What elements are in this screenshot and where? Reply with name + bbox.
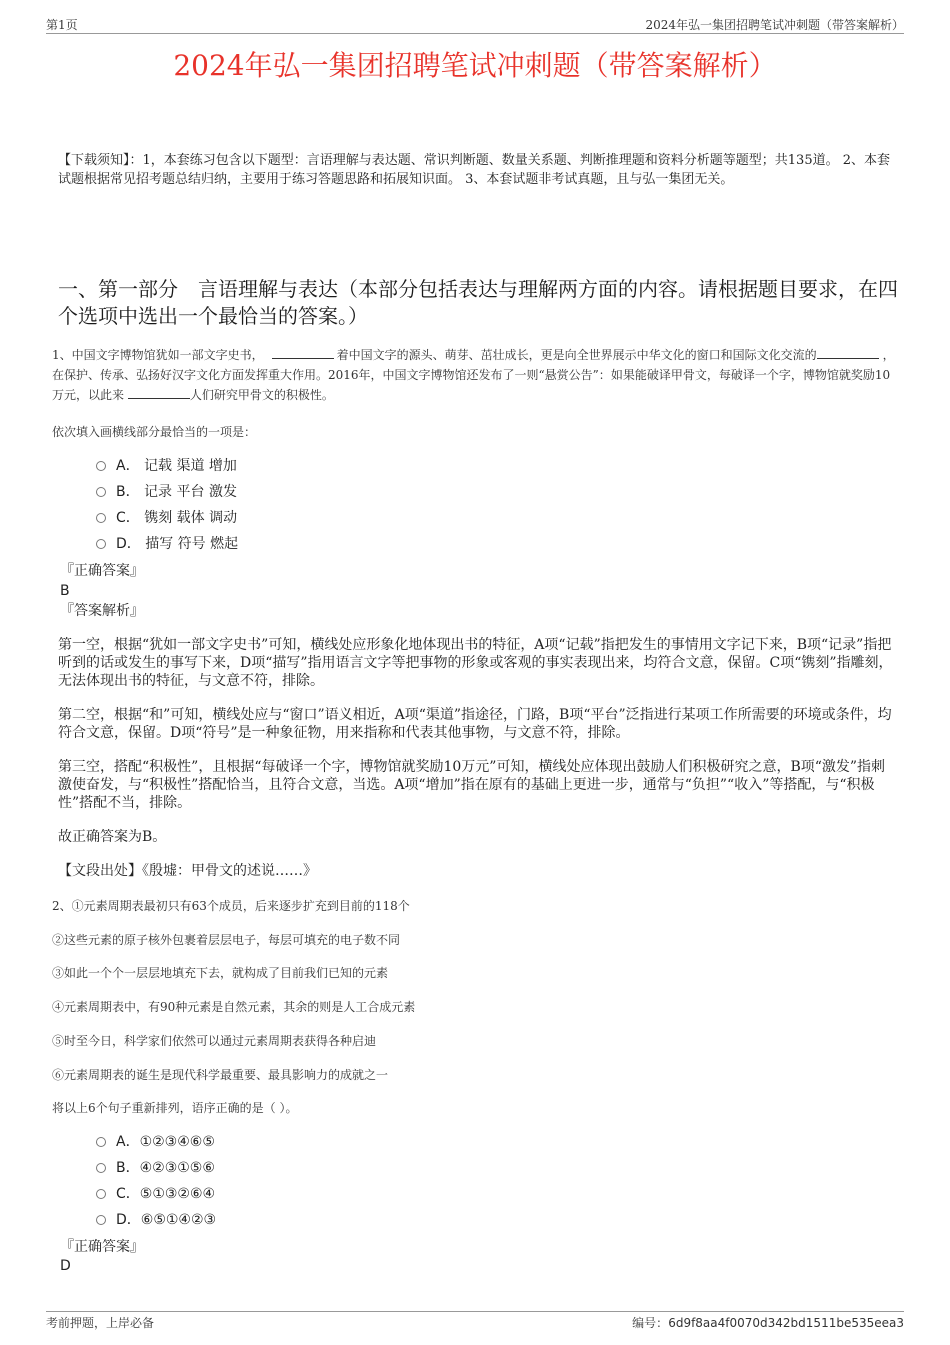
correct-answer-value: D [60,1258,71,1274]
option-label: D． 描写 符号 燃起 [116,536,239,552]
radio-icon[interactable] [96,1215,106,1225]
download-notice: 【下载须知】：1，本套练习包含以下题型：言语理解与表达题、常识判断题、数量关系题、判断推理题和资料分析题等题型；共135道。 2、本套试题根据常见招考题总结归纳，主要用于练习答题思路和拓展知识面。 3、本套试题非考试真题，且与弘一集团无关。 [58,153,890,187]
page-number: 第1页 [46,18,78,32]
option-d[interactable] [96,1211,216,1229]
radio-icon[interactable] [96,1163,106,1173]
option-d[interactable] [96,535,238,553]
option-a[interactable] [96,1133,215,1151]
option-label: B．④②③①⑤⑥ [116,1160,215,1176]
radio-icon[interactable] [96,539,106,549]
header-doc-title: 2024年弘一集团招聘笔试冲刺题（带答案解析） [645,18,904,32]
question-2-sentence: ⑤时至今日，科学家们依然可以通过元素周期表获得各种启迪 [52,1034,377,1048]
option-label: C．⑤①③②⑥④ [116,1186,216,1202]
question-2-prompt: 将以上6个句子重新排列，语序正确的是（ ）。 [52,1101,298,1115]
option-c[interactable] [96,509,237,527]
analysis-conclusion: 故正确答案为B。 [58,829,167,845]
fill-blank [128,386,190,399]
analysis-paragraph: 第二空，根据“和”可知，横线处应与“窗口”语义相近，A项“渠道”指途径，门路，B项“平台”泛指进行某项工作所需要的环境或条件，均符合文意，保留。D项“符号”是一种象征物，用来指称和代表其他事物，与文意不符，排除。 [58,707,892,741]
footer-slogan: 考前押题，上岸必备 [46,1316,155,1330]
fill-blank [817,346,879,359]
radio-icon[interactable] [96,1189,106,1199]
source-note: 【文段出处】《殷墟：甲骨文的述说……》 [58,863,317,879]
question-2-sentence: ④元素周期表中，有90种元素是自然元素，其余的则是人工合成元素 [52,1000,416,1014]
option-label: C． 镌刻 载体 调动 [116,510,238,526]
question-1-stem [52,345,897,405]
section-title: 一、第一部分 言语理解与表达（本部分包括表达与理解两方面的内容。请根据题目要求，在四个选项中选出一个最恰当的答案。） [58,277,898,328]
header-divider [46,33,904,34]
footer-divider [46,1311,904,1312]
fill-blank [272,346,334,359]
analysis-paragraph: 第一空，根据“犹如一部文字史书”可知，横线处应形象化地体现出书的特征，A项“记载”指把发生的事情用文字记下来，B项“记录”指把听到的话或发生的事写下来，D项“描写”指用语言文字等把事物的形象或客观的事实表现出来，均符合文意，保留。C项“镌刻”指雕刻，无法体现出书的特征，与文意不符，排除。 [58,637,893,689]
option-label: D．⑥⑤①④②③ [116,1212,217,1228]
radio-icon[interactable] [96,513,106,523]
analysis-label: 『答案解析』 [60,603,144,619]
footer-code-value: 6d9f8aa4f0070d342bd1511be535eea3 [668,1316,904,1330]
page-title: 2024年弘一集团招聘笔试冲刺题（带答案解析） [173,49,777,82]
question-2-sentence: ⑥元素周期表的诞生是现代科学最重要、最具影响力的成就之一 [52,1068,389,1082]
footer-code [632,1314,904,1331]
radio-icon[interactable] [96,487,106,497]
option-b[interactable] [96,483,237,501]
analysis-paragraph: 第三空，搭配“积极性”，且根据“每破译一个字，博物馆就奖励10万元”可知，横线处应体现出鼓励人们积极研究之意，B项“激发”指刺激使奋发，与“积极性”搭配恰当，且符合文意，当选。A项“增加”指在原有的基础上更进一步，通常与“负担”“收入”等搭配，与“积极性”搭配不当，排除。 [58,759,886,811]
correct-answer-value: B [60,583,70,599]
question-1-stem-part: 人们研究甲骨文的积极性。 [189,388,334,402]
option-c[interactable] [96,1185,215,1203]
question-2-sentence: 2、①元素周期表最初只有63个成员，后来逐步扩充到目前的118个 [52,899,410,913]
question-1-stem-part: 着中国文字的源头、萌芽、茁壮成长，更是向全世界展示中华文化的窗口和国际文化交流的 [336,348,817,362]
option-label: A．①②③④⑥⑤ [116,1134,215,1150]
option-b[interactable] [96,1159,215,1177]
question-1-stem-part: ，在保护、传承、弘扬好汉字文化方面发挥重大作用。2016年，中国文字博物馆还发布了一则“悬赏公告”：如果能破译甲骨文，每破译一个字，博物馆就奖励10万元，以此来 [52,348,895,402]
option-label: A． 记载 渠道 增加 [116,458,237,474]
question-2-sentence: ③如此一个个一层层地填充下去，就构成了目前我们已知的元素 [52,966,389,980]
radio-icon[interactable] [96,1137,106,1147]
question-1-stem-part: 1、中国文字博物馆犹如一部文字史书， [52,348,264,362]
correct-answer-label: 『正确答案』 [60,563,144,579]
radio-icon[interactable] [96,461,106,471]
option-label: B． 记录 平台 激发 [116,484,237,500]
question-2-sentence: ②这些元素的原子核外包裹着层层电子，每层可填充的电子数不同 [52,933,401,947]
question-1-prompt: 依次填入画横线部分最恰当的一项是： [52,425,257,439]
option-a[interactable] [96,457,237,475]
footer-code-label: 编号： [632,1316,669,1330]
correct-answer-label: 『正确答案』 [60,1239,144,1255]
